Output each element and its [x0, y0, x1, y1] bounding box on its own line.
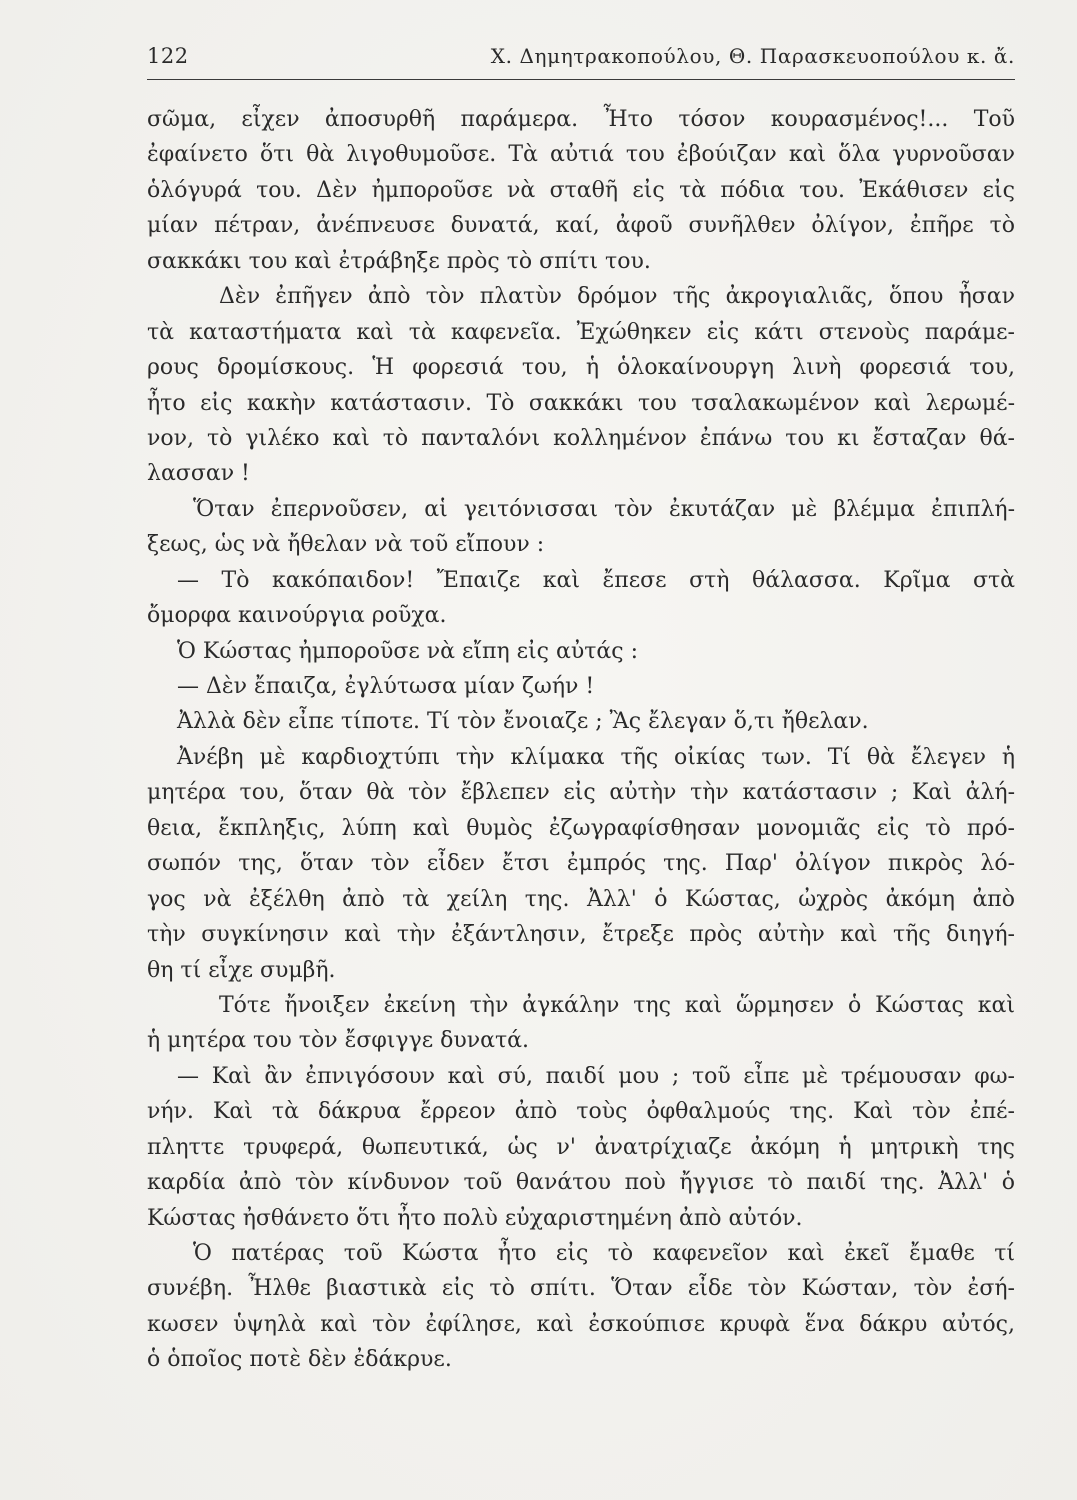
text-line: Τότε ἤνοιξεν ἐκείνη τὴν ἀγκάλην της καὶ ὥρμησεν ὁ Κώστας καὶ	[219, 992, 1015, 1018]
text-line: ξεως, ὡς νὰ ἤθελαν νὰ τοῦ εἴπουν :	[147, 532, 545, 558]
text-line: ἡ μητέρα του τὸν ἔσφιγγε δυνατά.	[147, 1028, 529, 1054]
text-line: μητέρα του, ὅταν θὰ τὸν ἔβλεπεν εἰς αὐτὴν τὴν κατάστασιν ; Καὶ ἀλή-	[147, 780, 1015, 806]
text-line: ρους δρομίσκους. Ἡ φορεσιά του, ἡ ὁλοκαίνουργη λινὴ φορεσιά του,	[147, 355, 1015, 381]
text-line: ὄμορφα καινούργια ροῦχα.	[147, 603, 447, 629]
text-line: γος νὰ ἐξέλθη ἀπὸ τὰ χείλη της. Ἀλλ' ὁ Κώστας, ὠχρὸς ἀκόμη ἀπὸ	[147, 886, 1015, 912]
text-line: ὁ ὁποῖος ποτὲ δὲν ἐδάκρυε.	[147, 1347, 452, 1373]
text-line: Δὲν ἐπῆγεν ἀπὸ τὸν πλατὺν δρόμον τῆς ἀκρογιαλιᾶς, ὅπου ἦσαν	[219, 284, 1015, 310]
text-line: κωσεν ὑψηλὰ καὶ τὸν ἐφίλησε, καὶ ἐσκούπισε κρυφὰ ἕνα δάκρυ αὐτός,	[147, 1311, 1015, 1337]
text-line: θεια, ἔκπληξις, λύπη καὶ θυμὸς ἐζωγραφίσθησαν μονομιᾶς εἰς τὸ πρό-	[147, 815, 1015, 841]
text-line: λασσαν !	[147, 461, 250, 487]
text-line: τὰ καταστήματα καὶ τὰ καφενεῖα. Ἐχώθηκεν εἰς κάτι στενοὺς παράμε-	[147, 319, 1015, 345]
running-title: Χ. Δημητρακοπούλου, Θ. Παρασκευοπούλου κ. ἄ.	[490, 44, 1015, 68]
text-line: — Τὸ κακόπαιδον! Ἔπαιζε καὶ ἔπεσε στὴ θάλασσα. Κρῖμα στὰ	[177, 567, 1015, 593]
text-line: — Δὲν ἔπαιζα, ἐγλύτωσα μίαν ζωήν !	[177, 674, 595, 699]
text-line: Ὁ Κώστας ἠμποροῦσε νὰ εἴπη εἰς αὐτάς :	[177, 638, 638, 664]
text-line: Ἀλλὰ δὲν εἶπε τίποτε. Τί τὸν ἔνοιαζε ; Ἂς ἔλεγαν ὅ,τι ἤθελαν.	[177, 709, 869, 735]
text-line: ὁλόγυρά του. Δὲν ἠμποροῦσε νὰ σταθῆ εἰς τὰ πόδια του. Ἐκάθισεν εἰς	[147, 177, 1015, 203]
text-line: νήν. Καὶ τὰ δάκρυα ἔρρεον ἀπὸ τοὺς ὀφθαλμούς της. Καὶ τὸν ἐπέ-	[147, 1099, 1015, 1125]
text-line: σακκάκι του καὶ ἐτράβηξε πρὸς τὸ σπίτι του.	[147, 248, 651, 274]
text-line: ἦτο εἰς κακὴν κατάστασιν. Τὸ σακκάκι του τσαλακωμένον καὶ λερωμέ-	[147, 390, 1015, 416]
text-line: Ὅταν ἐπερνοῦσεν, αἱ γειτόνισσαι τὸν ἐκυτάζαν μὲ βλέμμα ἐπιπλή-	[193, 496, 1015, 522]
text-line: ἐφαίνετο ὅτι θὰ λιγοθυμοῦσε. Τὰ αὐτιά του ἐβούιζαν καὶ ὅλα γυρνοῦσαν	[147, 142, 1015, 168]
text-line: Ὁ πατέρας τοῦ Κώστα ἦτο εἰς τὸ καφενεῖον καὶ ἐκεῖ ἔμαθε τί	[193, 1241, 1015, 1266]
text-line: — Καὶ ἂν ἐπνιγόσουν καὶ σύ, παιδί μου ; τοῦ εἶπε μὲ τρέμουσαν φω-	[177, 1063, 1015, 1089]
page-header	[147, 44, 1015, 74]
text-line: Ἀνέβη μὲ καρδιοχτύπι τὴν κλίμακα τῆς οἰκίας των. Τί θὰ ἔλεγεν ἡ	[177, 744, 1015, 770]
text-line: θη τί εἶχε συμβῆ.	[147, 957, 336, 983]
text-line: τὴν συγκίνησιν καὶ τὴν ἐξάντλησιν, ἔτρεξε πρὸς αὐτὴν καὶ τῆς διηγή-	[147, 922, 1015, 948]
text-line: σωπόν της, ὅταν τὸν εἶδεν ἔτσι ἐμπρός της. Παρ' ὀλίγον πικρὸς λό-	[147, 851, 1015, 877]
header-rule	[147, 79, 1015, 80]
body-text	[147, 102, 1015, 1378]
text-line: νον, τὸ γιλέκο καὶ τὸ πανταλόνι κολλημένον ἐπάνω του κι ἔσταζαν θά-	[147, 425, 1015, 451]
text-line: Κώστας ἠσθάνετο ὅτι ἦτο πολὺ εὐχαριστημένη ἀπὸ αὐτόν.	[147, 1205, 803, 1231]
text-line: καρδία ἀπὸ τὸν κίνδυνον τοῦ θανάτου ποὺ ἤγγισε τὸ παιδί της. Ἀλλ' ὁ	[147, 1170, 1015, 1196]
text-line: συνέβη. Ἦλθε βιαστικὰ εἰς τὸ σπίτι. Ὅταν εἶδε τὸν Κώσταν, τὸν ἐσή-	[147, 1276, 1015, 1302]
text-line: πληττε τρυφερά, θωπευτικά, ὡς ν' ἀνατρίχιαζε ἀκόμη ἡ μητρικὴ της	[147, 1134, 1015, 1160]
page-number: 122	[147, 44, 189, 68]
text-line: σῶμα, εἶχεν ἀποσυρθῆ παράμερα. Ἦτο τόσον κουρασμένος!... Τοῦ	[147, 107, 1015, 132]
text-line: μίαν πέτραν, ἀνέπνευσε δυνατά, καί, ἀφοῦ συνῆλθεν ὀλίγον, ἐπῆρε τὸ	[147, 213, 1015, 239]
